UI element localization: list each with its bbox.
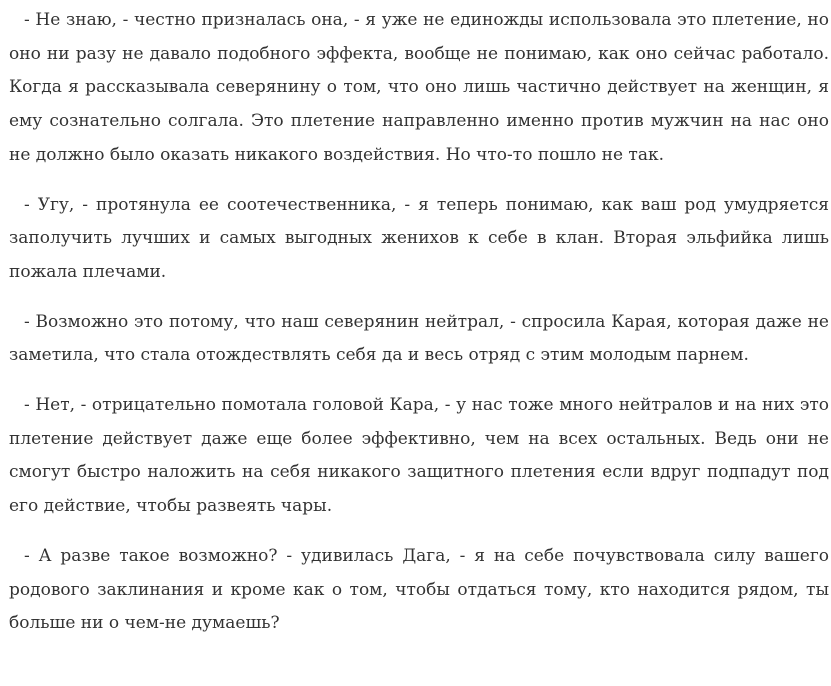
- paragraph-3: - Возможно это потому, что наш северянин нейтрал, - спросила Карая, которая даже не заметила, что стала отождествлять себя да и весь отряд с этим молодым парнем.: [9, 311, 829, 366]
- paragraph-2: - Угу, - протянула ее соотечественника, - я теперь понимаю, как ваш род умудряется заполучить лучших и самых выгодных женихов к себе в клан. Вторая эльфийка лишь пожала плечами.: [9, 194, 829, 282]
- paragraph-4: - Нет, - отрицательно помотала головой Кара, - у нас тоже много нейтралов и на них это плетение действует даже еще более эффективно, чем на всех остальных. Ведь они не смогут быстро наложить на себя никакого защитного плетения если вдруг подпадут под его действие, чтобы развеять чары.: [9, 395, 829, 517]
- paragraph-5: - А разве такое возможно? - удивилась Дага, - я на себе почувствовала силу вашего родового заклинания и кроме как о том, чтобы отдаться тому, кто находится рядом, ты больше ни о чем-не думаешь?: [9, 545, 829, 634]
- paragraph-1: - Не знаю, - честно призналась она, - я уже не единожды использовала это плетение, но оно ни разу не давало подобного эффекта, вообще не понимаю, как оно сейчас работало. Когда я рассказывала северянину о том, что оно лишь частично действует на женщин, я ему сознательно солгала. Это плетение направленно именно против мужчин на нас оно не должно было оказать никакого воздействия. Но что-то пошло не так.: [9, 10, 829, 165]
